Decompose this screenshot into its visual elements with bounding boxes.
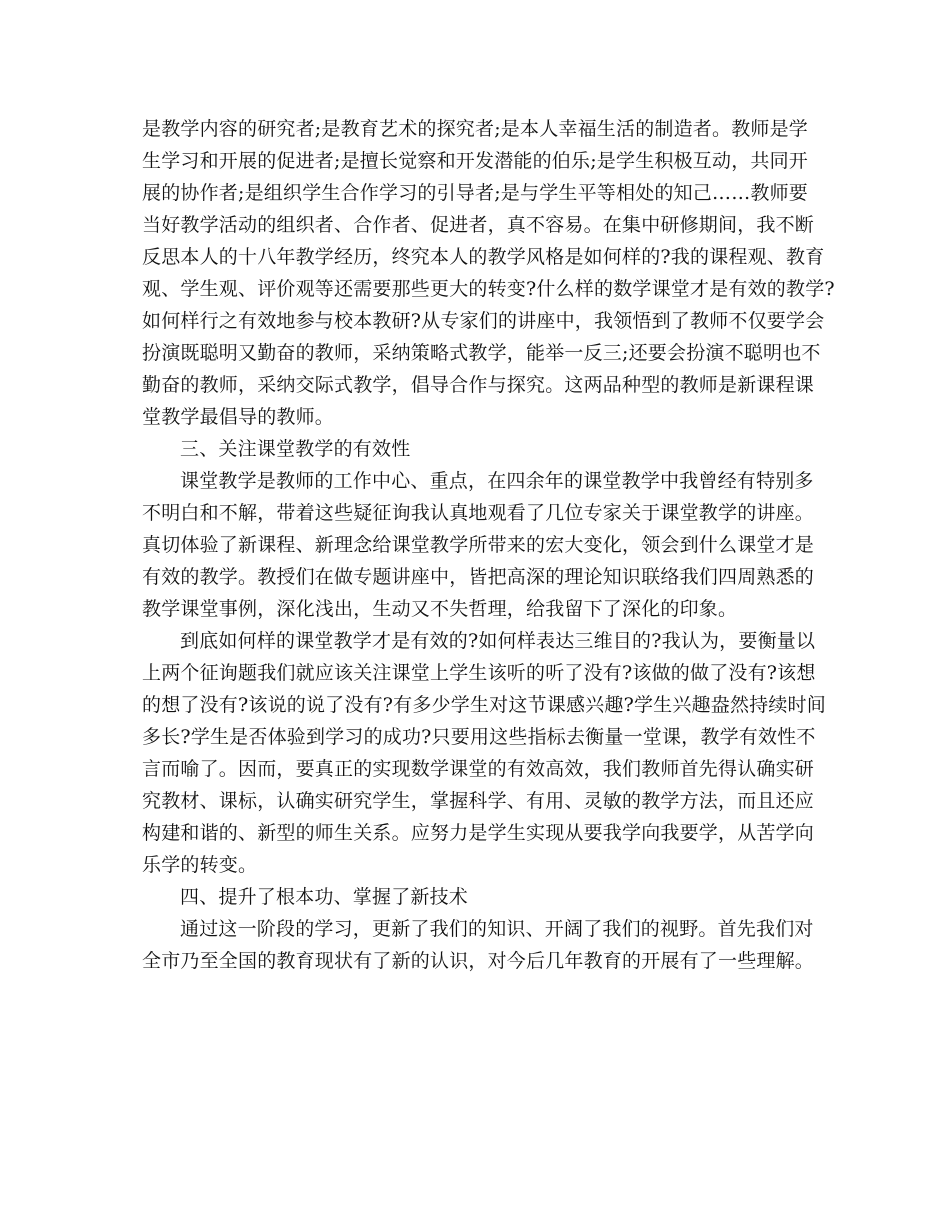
document-body (142, 113, 835, 977)
text-line: 的想了没有?该说的说了没有?有多少学生对这节课感兴趣?学生兴趣盎然持续时间 (142, 694, 826, 716)
text-line: 多长?学生是否体验到学习的成功?只要用这些指标去衡量一堂课，教学有效性不 (142, 726, 816, 748)
text-line: 真切体验了新课程、新理念给课堂教学所带来的宏大变化，领会到什么课堂才是 (142, 534, 815, 556)
text-line: 言而喻了。因而，要真正的实现数学课堂的有效高效，我们教师首先得认确实研 (142, 758, 815, 780)
text-line: 反思本人的十八年教学经历，终究本人的教学风格是如何样的?我的课程观、教育 (142, 246, 825, 268)
text-line: 是教学内容的研究者;是教育艺术的探究者;是本人幸福生活的制造者。教师是学 (142, 118, 809, 140)
text-line: 通过这一阶段的学习，更新了我们的知识、开阔了我们的视野。首先我们对 (180, 918, 814, 940)
text-line: 全市乃至全国的教育现状有了新的认识，对今后几年教育的开展有了一些理解。 (142, 950, 815, 972)
text-line: 勤奋的教师，采纳交际式教学，倡导合作与探究。这两品种型的教师是新课程课 (142, 374, 815, 396)
text-line: 课堂教学是教师的工作中心、重点，在四余年的课堂教学中我曾经有特别多 (180, 470, 814, 492)
text-line: 生学习和开展的促进者;是擅长觉察和开发潜能的伯乐;是学生积极互动，共同开 (142, 150, 809, 172)
text-line: 展的协作者;是组织学生合作学习的引导者;是与学生平等相处的知己……教师要 (142, 182, 809, 204)
text-line: 三、关注课堂教学的有效性 (180, 438, 411, 460)
text-line: 乐学的转变。 (142, 854, 258, 876)
text-line: 上两个征询题我们就应该关注课堂上学生该听的听了没有?该做的做了没有?该想 (142, 662, 816, 684)
text-line: 不明白和不解，带着这些疑征询我认真地观看了几位专家关于课堂教学的讲座。 (142, 502, 815, 524)
text-line: 构建和谐的、新型的师生关系。应努力是学生实现从要我学向我要学，从苦学向 (142, 822, 815, 844)
text-line: 四、提升了根本功、掌握了新技术 (180, 886, 469, 908)
text-line: 到底如何样的课堂教学才是有效的?如何样表达三维目的?我认为，要衡量以 (180, 630, 816, 652)
text-line: 观、学生观、评价观等还需要那些更大的转变?什么样的数学课堂才是有效的教学? (142, 278, 835, 300)
text-line: 当好教学活动的组织者、合作者、促进者，真不容易。在集中研修期间，我不断 (142, 214, 815, 236)
text-line: 扮演既聪明又勤奋的教师，采纳策略式教学，能举一反三;还要会扮演不聪明也不 (142, 342, 821, 364)
text-line: 究教材、课标，认确实研究学生，掌握科学、有用、灵敏的教学方法，而且还应 (142, 790, 815, 812)
text-line: 教学课堂事例，深化浅出，生动又不失哲理，给我留下了深化的印象。 (142, 598, 738, 620)
text-line: 堂教学最倡导的教师。 (142, 406, 335, 428)
text-line: 如何样行之有效地参与校本教研?从专家们的讲座中，我领悟到了教师不仅要学会 (142, 310, 825, 332)
text-line: 有效的教学。教授们在做专题讲座中，皆把高深的理论知识联络我们四周熟悉的 (142, 566, 815, 588)
